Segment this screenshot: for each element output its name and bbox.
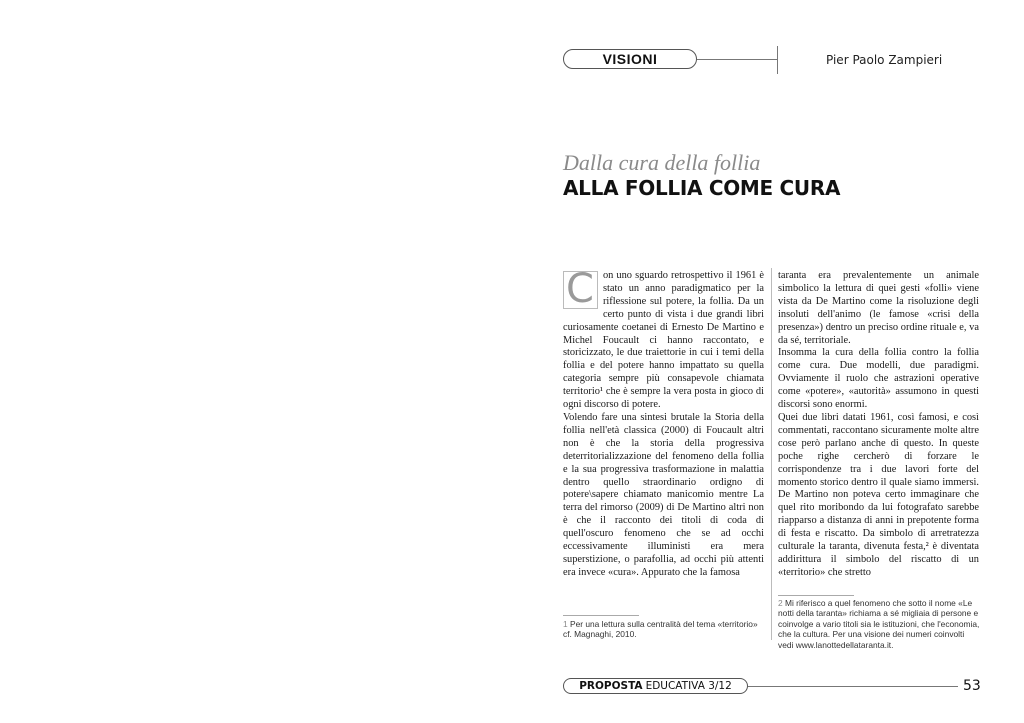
footnote-2 [778, 598, 980, 650]
magazine-issue: EDUCATIVA 3/12 [645, 680, 732, 692]
section-label-text: VISIONI [602, 51, 658, 67]
section-label [563, 49, 697, 69]
footnote-rule [778, 595, 854, 596]
paragraph: Quei due libri datati 1961, così famosi, e così commentati, raccontano sicuramente molte altre cose però parlano anche di questo. In queste poche righe cercherò di forzare le corrispondenze tra i due lavori forte del momento storico dentro il quale siamo immersi. De Martino non poteva certo immaginare che quel rito moribondo da lui fotografato sarebbe riapparso a distanza di anni in prepotente forma di festa e riscatto. Da simbolo di arretratezza culturale la taranta, divenuta festa,² è diventata addirittura il simbolo del riscatto di un «territorio» che stretto [778, 411, 979, 578]
paragraph: Insomma la cura della follia contro la follia come cura. Due modelli, due paradigmi. Ovviamente il ruolo che astrazioni operative come «potere», «autorità» assumono in questi discorsi sono enormi. [778, 347, 979, 411]
header-rule [697, 59, 777, 60]
article-subtitle: Dalla cura della follia [563, 150, 761, 175]
magazine-label [563, 678, 748, 694]
footnote-text: Per una lettura sulla centralità del tema «territorio» cf. Magnaghi, 2010. [563, 619, 758, 640]
drop-cap: C [563, 271, 598, 309]
footnote-number: 2 [778, 598, 783, 608]
paragraph: Volendo fare una sintesi brutale la Storia della follia nell'età classica (2000) di Foucault altri non è che la storia della progressiva deterritorializzazione del fenomeno della follia e la sua progressiva trasformazione in malattia dentro quello straordinario ordigno di potere\sapere chiamato manicomio mentre La terra del rimorso (2009) di De Martino altri non è che il racconto dei titoli di coda di quell'oscuro fenomeno che se ad occhi eccessivamente illuministi era mera superstizione, o parafollia, ad occhi più attenti era invece «cura». Appurato che la famosa [563, 411, 764, 578]
footnote-text: Mi riferisco a quel fenomeno che sotto il nome «Le notti della taranta» richiama a sé migliaia di persone e coinvolge a vario titoli sia le istituzioni, che l'economia, che la cultura. Per una visione dei numeri coinvolti vedi www.lanottedellataranta.it. [778, 598, 980, 650]
footnote-1 [563, 619, 763, 640]
author-name: Pier Paolo Zampieri [826, 53, 943, 67]
paragraph: on uno sguardo retrospettivo il 1961 è stato un anno paradigmatico per la riflessione sul potere, la follia. Da un certo punto di vista i due grandi libri curiosamente coetanei di Ernesto De Martino e Michel Foucault ci hanno raccontato, e storicizzato, le due traiettorie in cui i temi della follia e del potere hanno impattato su quella categoria sempre più consapevole chiamata territorio¹ che è sempre la vera posta in gioco di ogni discorso di potere. [563, 270, 764, 411]
footnote-rule [563, 615, 639, 616]
page-number: 53 [963, 678, 981, 694]
footnote-number: 1 [563, 619, 568, 629]
footer-rule [748, 686, 958, 687]
article-title: ALLA FOLLIA COME CURA [563, 176, 841, 200]
paragraph: taranta era prevalentemente un animale simbolico la lettura di quei gesti «folli» viene vista da De Martino come la risoluzione degli insoluti dell'animo (le famose «crisi della presenza») dentro un preciso ordine rituale e, va da sé, territoriale. [778, 270, 979, 346]
magazine-name: PROPOSTA [579, 680, 643, 692]
header-divider [777, 46, 778, 74]
left-column [563, 266, 764, 580]
right-column [778, 270, 979, 580]
column-divider [771, 268, 772, 640]
